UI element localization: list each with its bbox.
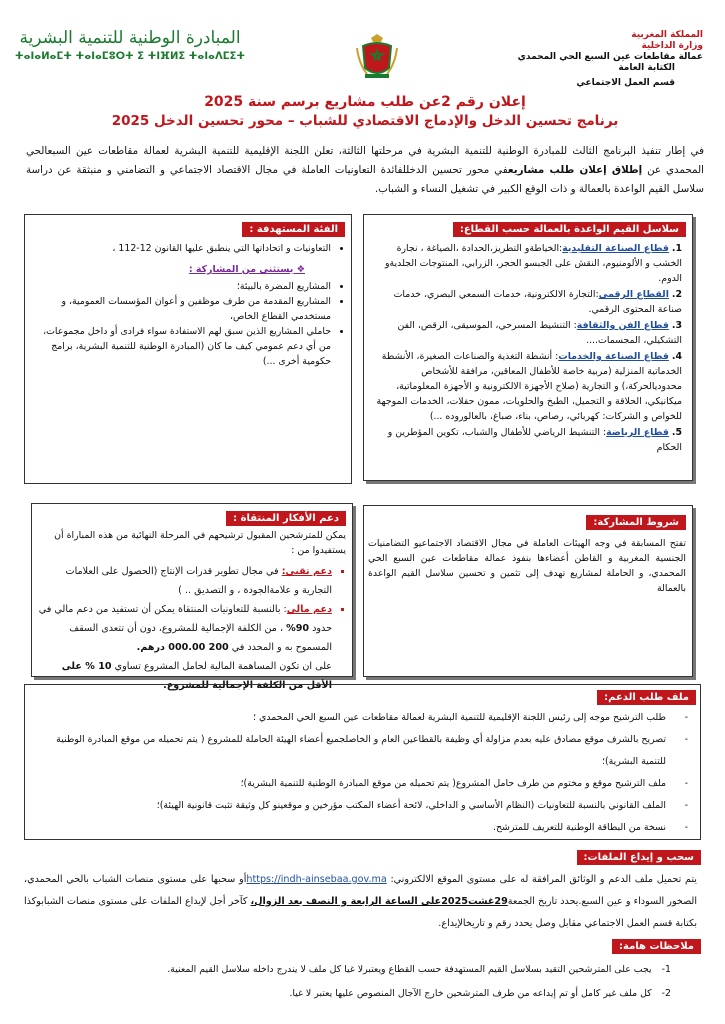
sector-item: 4. قطاع الصناعة والخدمات: أنشطة التغذية والصناعات الصغيرة، الأنشطة الخدماتية المنزلية (مربية خاصة للأطفال المعاقين، مرافقة للأشخاص محدوديالحركة،) و التجارية (صلاح الأجهزة الالكترونية و الأجهزة المعلوماتية، ميكانيكي، الحلاقة و التجميل، الطبخ والحلويات، ممون حفلات، الخدمات الموجهة للخواص و الشركات: كهربائي، رصاص، بناء، صباغ، بالعالوروده ...) [376,351,682,422]
sector-name: قطاع الصناعة والخدمات [558,351,669,362]
ministry-label: وزارة الداخلية [641,41,703,51]
program-title: برنامج تحسين الدخل والإدماج الاقتصادي للشباب – محور تحسين الدخل 2025 [111,113,619,129]
ministry-header [483,30,703,89]
support-technical [36,562,332,600]
submission-heading: سحب و إيداع الملفات: [577,850,701,865]
conditions-heading: شروط المشاركة: [586,515,686,530]
indh-logo [10,28,265,70]
sector-name: قطاع الفن والثقافة [576,320,669,331]
support-box [31,503,353,691]
file-section [24,684,701,840]
target-item: • التعاونيات و اتحاداتها التي ينطبق عليها القانون 12-112 ، [29,241,331,256]
excluded-item: • المشاريع المقدمة من طرف موظفين و أعوان المؤسسات العمومية، و مستخدمي القطاع الخاص، [29,294,331,324]
notes-list [24,958,701,1006]
announcement-title: إعلان رقم 2عن طلب مشاريع برسم سنة 2025 [204,94,526,110]
conditions-box [363,505,693,677]
sector-name: قطاع الصناعة التقليدية [562,243,669,254]
financial-label: دعم مالي [286,604,332,615]
indh-logo-arabic: المبادرة الوطنية للتنمية البشرية [19,28,241,48]
technical-text: في مجال تطوير قدرات الإنتاج (الحصول على العلامات التجارية و علامةالجودة ، و التصديق .. ) [65,566,332,596]
sectors-list [368,241,686,455]
sector-item: 5. قطاع الرياضة: التنشيط الرياضي للأطفال والشباب، تكوين المؤطرين و الحكام [387,427,682,453]
file-item: - الملف القانوني بالنسبة للتعاونيات (النظام الأساسي و الداخلي، لائحة أعضاء المكتب مؤرخين و موقعينو كل وثيقة تثبت قانونية الهيئة)؛ [29,795,666,817]
intro-text-1: في إطار تنفيذ البرنامج الثالث للمبادرة الوطنية للتنمية البشرية في مرحلتها الثالثة، تعلن اللجنة الإقليمية للتنمية البشرية لعمالة مقاطعات عين السبعالحي المحمدي عن [26,145,704,176]
target-box [24,214,352,484]
sector-item: 2. القطاع الرقمي:التجارة الالكترونية، خدمات السمعي البصري، خدمات صناعة المحتوى الرقمي. [393,289,682,315]
conditions-text: تفتح المسابقة في وجه الهيئات العاملة في مجال الاقتصاد الاجتماعيو التضامنيات الجنسية المغربية و القاطن أعضاءها بنفوذ عمالة مقاطعات عين السبع الحي المحمدي، و الحاملة لمشاريع تهدف إلى تثمين و تحسين سلاسل القيم الواعدة بالعمالة [368,538,686,594]
support-heading: دعم الأفكار المنتقاة : [226,511,346,526]
support-list [36,562,346,695]
sector-text: : أنشطة التغذية والصناعات الصغيرة، الأنشطة الخدماتية المنزلية (مربية خاصة للأطفال المعاقين، مرافقة للأشخاص محدوديالحركة،) و التجارية (صلاح الأجهزة الالكترونية و الأجهزة المعلوماتية، ميكانيكي، الحلاقة و التجميل، الطبخ والحلويات، ممون حفلات، الخدمات الموجهة للخواص و الشركات: كهربائي، رصاص، بناء، صباغ، بالعالوروده ...) [376,351,682,422]
sector-text: :الخياطةو التطريز،الحدادة ،الصياغة ، نجارة الخشب و الألومنيوم، النقش على الجبسو الحجر، الزرابي، المنتوجات الجلديةو الدوم. [384,243,682,284]
sector-text: :التجارة الالكترونية، خدمات السمعي البصري، خدمات صناعة المحتوى الرقمي. [393,289,682,315]
support-intro: يمكن للمترشحين المقبول ترشيحهم في المرحلة النهائية من هذه المباراة أن يستفيدوا من : [54,530,346,556]
sector-text: : التنشيط المسرحي، الموسيقى، الرقص، الفن التشكيلي، المجسمات.... [397,320,682,346]
excluded-heading: ❖ يستثنى من المشاركة : [188,264,305,275]
excluded-list [29,279,345,369]
submission-text: يتم تحميل ملف الدعم و الوثائق المرافقة له على مستوى الموقع الالكتروني: https://indh-ainsebaa.gov.maأو سحبها على مستوى منصات الشباب بالحي المحمدي، الصخور السوداء و عين السبع.يحدد تاريخ الجمعة29غشت2025على الساعة الرابعة و النصف بعد الزوال، كآخر أجل لإيداع الملفات على مستوى منصات الشبابوكذا بكتابة قسم العمل الاجتماعي مقابل وصل يحدد رقم و تاريخالإيداع. [24,874,698,929]
submission-section [24,845,701,935]
kingdom-label: المملكة المغربية [631,30,703,40]
file-item: - ملف الترشيح موقع و مختوم من طرف حامل المشروع( يتم تحميله من موقع المبادرة الوطنية للتنمية البشرية)؛ [29,773,666,795]
target-list [29,241,345,256]
file-list [29,707,696,839]
prefecture-label: عمالة مقاطعات عين السبع الحي المحمدي [517,52,703,62]
intro-text-2: في محور تحسين الدخللفائدة التعاونيات العاملة في مجال الاقتصاد الاجتماعي و التضامني و منبثقة عن دراسة سلاسل القيم الواعدة بالعمالة و ذات الوقع الكبير في تشغيل النساء و الشباب. [26,164,704,195]
file-item: - نسخة من البطاقة الوطنية للتعريف للمترشح. [29,817,666,839]
social-action-label: قسم العمل الاجتماعي [576,78,675,88]
financial-pct: 90% [286,623,310,634]
excluded-item: • المشاريع المضرة بالبيئة؛ [29,279,331,294]
diamond-icon: ❖ [293,264,305,275]
sectors-heading: سلاسل القيم الواعدة بالعمالة حسب القطاع: [453,222,686,237]
notes-section [24,934,701,1006]
financial-cap: 200 000.00 درهم. [136,642,229,653]
target-heading: الفئة المستهدفة : [242,222,345,237]
sector-name: قطاع الرياضة [606,427,669,438]
general-secretariat-label: الكتابة العامة [618,63,675,73]
intro-paragraph [26,142,704,199]
excluded-item: • حاملي المشاريع الذين سبق لهم الاستفادة سواء فرادى أو داخل مجموعات، من أي دعم عمومي كيف ما كان (المبادرة الوطنية للتنمية البشرية، برامج حكومية أخرى ...) [29,324,331,369]
support-financial: ▪ دعم مالي: بالنسبة للتعاونيات المنتقاة يمكن أن تستفيد من دعم مالي في حدود 90% ، من الكلفة الإجمالية للمشروع، دون أن تتعدى السقف المسموح به و المحدد في 200 000.00 درهم. على ان تكون المساهمة المالية لحامل المشروع تساوي 10 % على الأقل من الكلفة الإجمالية للمشروع. [36,600,332,695]
sector-item: 3. قطاع الفن والثقافة: التنشيط المسرحي، الموسيقى، الرقص، الفن التشكيلي، المجسمات.... [397,320,682,346]
royal-emblem-icon [355,34,399,80]
note-item: 2-كل ملف غير كامل أو تم إيداعه من طرف المترشحين خارج الآجال المنصوص عليها يعتبر لا غيا. [289,988,671,999]
notes-heading: ملاحظات هامة: [612,939,701,954]
note-item: 1-يجب على المترشحين التقيد بسلاسل القيم المستهدفة حسب القطاع ويعتبرلا غيا كل ملف لا يندرج داخله سلاسل القيم المعنية. [167,964,671,975]
deadline-date: 29غشت2025على الساعة الرابعة و النصف بعد الزوال، [250,896,508,907]
indh-website-link[interactable]: https://indh-ainsebaa.gov.ma [246,874,387,885]
indh-logo-tifinagh: ⵜⴰⵏⴰⵍⴰⵎⵜ ⵜⴰⵏⴰⵎⵓⵔⵜ ⵉ ⵜⵏⴼⵍⵉ ⵜⴰⵏⴰⴷⵎⵉⵜ [14,51,246,62]
contribution-bold: 10 % على الأقل من الكلفة الإجمالية للمشروع. [61,661,332,691]
file-item: - تصريح بالشرف موقع مصادق عليه بعدم مزاولة أي وظيفة بالقطاعين العام و الخاصلجميع أعضاء الهيئة الحاملة للمشروع ( يتم تحميله من موقع المبادرة الوطنية للتنمية البشرية)؛ [29,729,666,773]
sectors-box [363,214,693,481]
file-item: - طلب الترشيح موجه إلى رئيس اللجنة الإقليمية للتنمية البشرية لعمالة مقاطعات عين السبع الحي المحمدي ؛ [29,707,666,729]
intro-bold: إطلاق إعلان طلب مشاريع [507,164,643,176]
technical-label: دعم تقني: [281,566,332,577]
sector-text: : التنشيط الرياضي للأطفال والشباب، تكوين المؤطرين و الحكام [387,427,682,453]
sector-name: القطاع الرقمي [598,289,669,300]
sector-item: 1. قطاع الصناعة التقليدية:الخياطةو التطريز،الحدادة ،الصياغة ، نجارة الخشب و الألومنيوم، النقش على الجبسو الحجر، الزرابي، المنتوجات الجلديةو الدوم. [384,243,682,284]
file-heading: ملف طلب الدعم: [597,690,696,705]
